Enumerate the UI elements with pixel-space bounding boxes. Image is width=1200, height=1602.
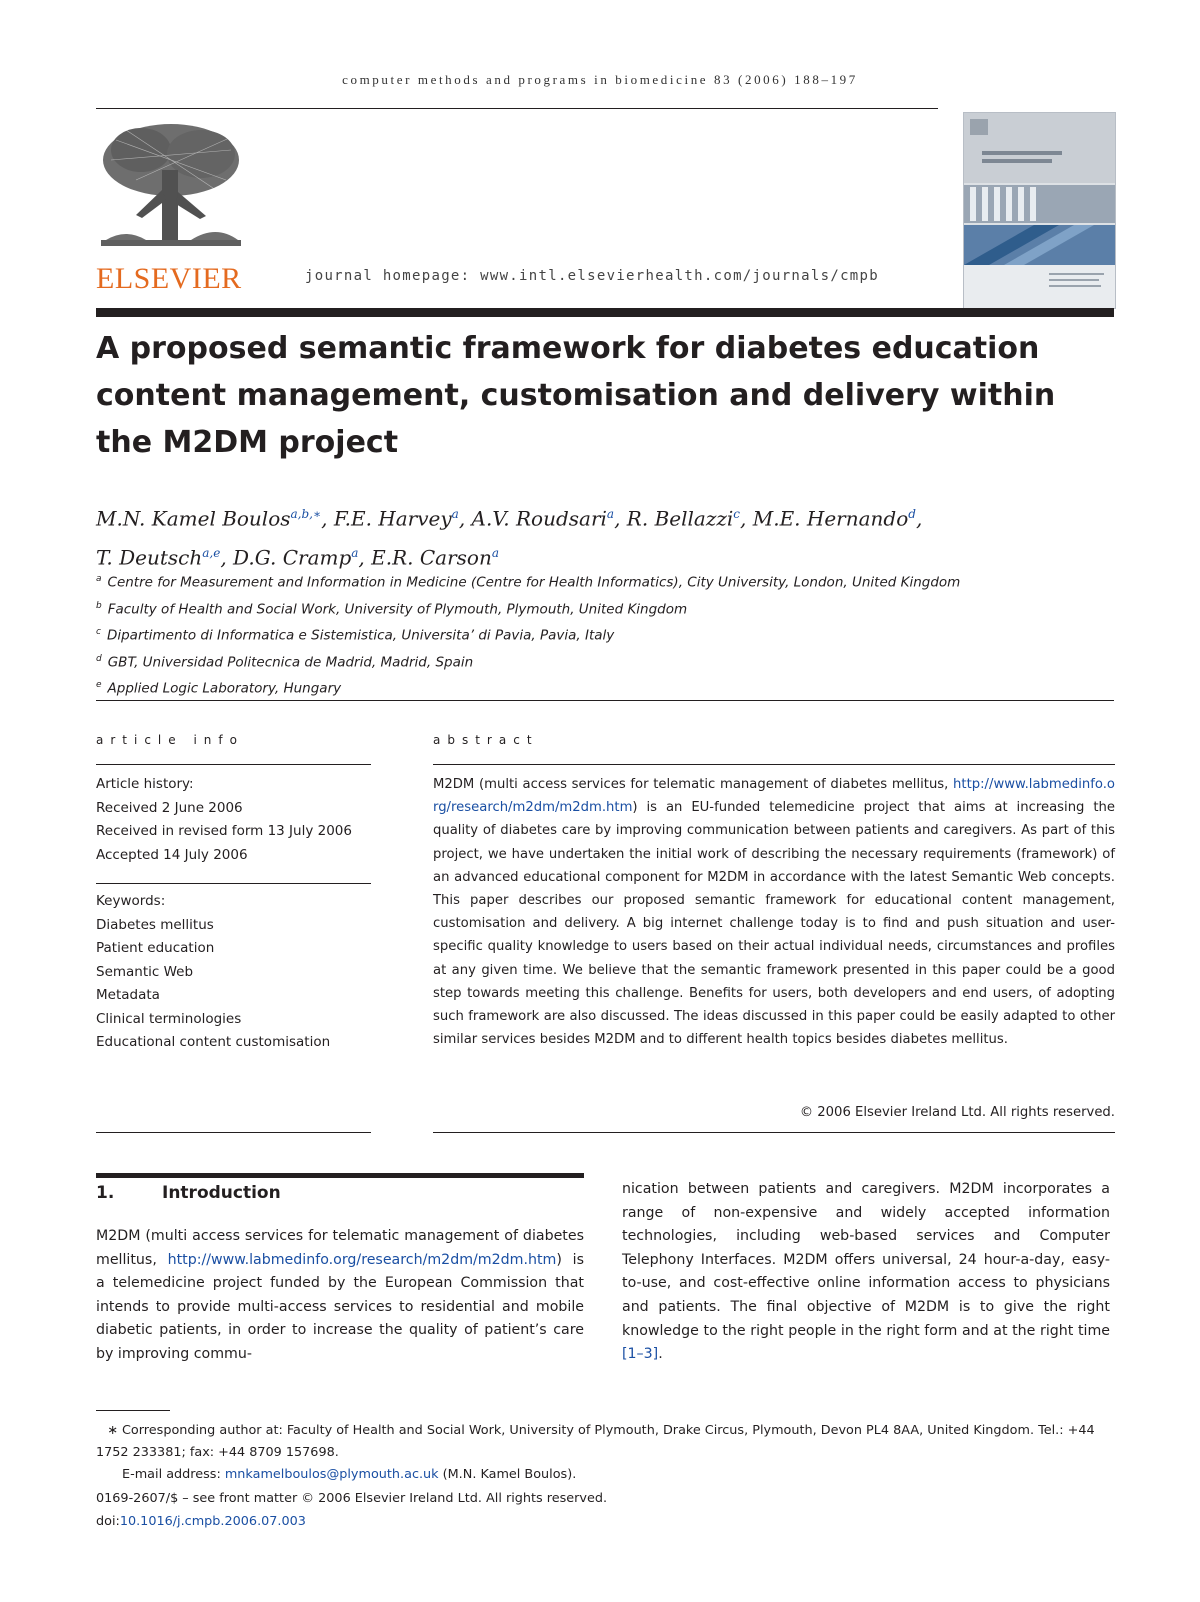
affiliation-key: d bbox=[96, 653, 102, 664]
journal-homepage[interactable]: journal homepage: www.intl.elsevierhealth.com/journals/cmpb bbox=[305, 268, 879, 284]
footnote-star: ∗ bbox=[107, 1423, 118, 1438]
author-name: T. Deutsch bbox=[96, 545, 203, 570]
article-info-rule-mid bbox=[96, 883, 371, 884]
intro-right-end: . bbox=[658, 1346, 663, 1363]
author-name: E.R. Carson bbox=[371, 545, 492, 570]
article-info-rule-bottom bbox=[96, 1132, 371, 1133]
intro-right-column bbox=[622, 1178, 1110, 1367]
front-matter bbox=[96, 1487, 996, 1533]
keyword-item: Educational content customisation bbox=[96, 1034, 331, 1050]
article-info-heading: article info bbox=[96, 733, 244, 747]
affiliation-key: c bbox=[96, 627, 101, 637]
footnote-rule bbox=[96, 1410, 170, 1411]
author-affiliation-marker[interactable]: d bbox=[908, 507, 916, 521]
author-separator: , bbox=[614, 506, 627, 531]
affiliation-text: Dipartimento di Informatica e Sistemistica, Universita’ di Pavia, Pavia, Italy bbox=[106, 627, 615, 644]
affiliation-text: Centre for Measurement and Information in Medicine (Centre for Health Informatics), City University, London, United Kingdom bbox=[107, 574, 961, 591]
history-label: Article history: bbox=[96, 776, 194, 792]
author-separator: , bbox=[458, 506, 472, 531]
revised-date: Received in revised form 13 July 2006 bbox=[96, 823, 352, 839]
article-history bbox=[96, 773, 371, 867]
intro-right-text: nication between patients and caregivers. M2DM incorporates a range of non-expensive and widely accepted information technologies, including web-based services and Computer Telephony Interfaces. M2DM offers universal, 24 hour-a-day, easy-to-use, and cost-effective online information access to physicians and patients. The final objective of M2DM is to give the right knowledge to the right people in the right form and at the right time bbox=[622, 1181, 1110, 1339]
corresponding-author-text: Corresponding author at: Faculty of Health and Social Work, University of Plymouth, Drake Circus, Plymouth, Devon PL4 8AA, United Kingdom. Tel.: +44 1752 233381; fax: +44 8709 157698. bbox=[96, 1423, 1095, 1460]
author-affiliation-marker[interactable]: a bbox=[606, 507, 615, 521]
corresponding-author-footnote bbox=[96, 1420, 1111, 1486]
affiliations-rule bbox=[96, 700, 1114, 701]
affiliation-key: a bbox=[96, 574, 102, 584]
author-name: M.E. Hernando bbox=[752, 506, 909, 531]
affiliation-list bbox=[96, 568, 1096, 701]
publisher-name: ELSEVIER bbox=[96, 262, 242, 295]
author-affiliation-marker[interactable]: a,e bbox=[202, 545, 221, 560]
keyword-item: Metadata bbox=[96, 987, 160, 1003]
article-info-rule-top bbox=[96, 764, 371, 765]
journal-cover-image bbox=[963, 112, 1116, 309]
affiliation-item bbox=[96, 595, 1096, 622]
affiliation-item bbox=[96, 621, 1096, 648]
author-affiliation-marker[interactable]: a bbox=[451, 507, 459, 521]
section-number: 1. bbox=[96, 1183, 115, 1203]
author-name: R. Bellazzi bbox=[626, 506, 734, 531]
keyword-item: Diabetes mellitus bbox=[96, 916, 214, 933]
author-name: M.N. Kamel Boulos bbox=[96, 506, 291, 531]
author-affiliation-marker[interactable]: a bbox=[491, 545, 499, 560]
keywords-label: Keywords: bbox=[96, 893, 166, 909]
keyword-item: Clinical terminologies bbox=[96, 1010, 242, 1027]
keyword-item: Patient education bbox=[96, 940, 215, 956]
intro-text-start: M2DM (multi access services for telematic management of diabetes mellitus, bbox=[96, 1228, 584, 1268]
abstract-rule-top bbox=[433, 764, 1115, 765]
abstract-rule-bottom bbox=[433, 1132, 1115, 1133]
affiliation-item bbox=[96, 568, 1096, 595]
affiliation-item bbox=[96, 648, 1096, 675]
m2dm-url-link[interactable]: http://www.labmedinfo.org/research/m2dm/m2dm.htm bbox=[433, 777, 1115, 816]
abstract-text-rest: ) is an EU-funded telemedicine project that aims at increasing the quality of diabetes care by improving communication between patients and caregivers. As part of this project, we have undertaken the initial work of describing the necessary requirements (framework) of an advanced educational component for M2DM in accordance with the latest Semantic Web concepts. This paper describes our proposed semantic framework for educational content management, customisation and delivery. A big internet challenge today is to find and push situation and user-specific quality knowledge to users based on their actual individual needs, circumstances and profiles at any given time. We believe that the semantic framework presented in this paper could be a good step towards meeting this challenge. Benefits for users, both developers and end users, of adopting such framework are also discussed. The ideas discussed in this paper could be easily adapted to other similar services besides M2DM and to different health topics besides diabetes mellitus. bbox=[433, 800, 1115, 1048]
author-separator: , bbox=[321, 506, 334, 531]
affiliation-key: b bbox=[96, 600, 102, 611]
intro-left-column bbox=[96, 1225, 584, 1367]
author-affiliation-marker[interactable]: a bbox=[351, 545, 359, 560]
email-line bbox=[96, 1464, 1111, 1486]
intro-thick-rule bbox=[96, 1173, 584, 1178]
m2dm-url-link-intro[interactable]: http://www.labmedinfo.org/research/m2dm/m2dm.htm bbox=[167, 1251, 557, 1268]
title-thick-rule bbox=[96, 308, 1114, 317]
accepted-date: Accepted 14 July 2006 bbox=[96, 846, 248, 863]
author-affiliation-marker[interactable]: c bbox=[733, 507, 741, 521]
affiliation-item bbox=[96, 674, 1096, 701]
keyword-item: Semantic Web bbox=[96, 963, 194, 980]
author-name: A.V. Roudsari bbox=[471, 506, 607, 531]
author-separator: , bbox=[740, 506, 753, 531]
doi-link[interactable]: 10.1016/j.cmpb.2006.07.003 bbox=[119, 1514, 306, 1529]
affiliation-key: e bbox=[96, 680, 102, 690]
affiliation-text: Faculty of Health and Social Work, University of Plymouth, Plymouth, United Kingdom bbox=[107, 601, 688, 617]
received-date: Received 2 June 2006 bbox=[96, 799, 243, 816]
author-list bbox=[96, 497, 1076, 574]
keywords-block bbox=[96, 890, 371, 1055]
email-owner: (M.N. Kamel Boulos). bbox=[438, 1467, 577, 1482]
header-rule bbox=[96, 108, 938, 109]
corresponding-author-line bbox=[96, 1420, 1111, 1464]
author-name: F.E. Harvey bbox=[333, 506, 452, 531]
section-heading-introduction bbox=[96, 1183, 281, 1203]
doi-label: doi: bbox=[96, 1514, 120, 1529]
author-email-link[interactable]: mnkamelboulos@plymouth.ac.uk bbox=[224, 1467, 439, 1482]
email-label: E-mail address: bbox=[122, 1467, 225, 1482]
affiliation-text: GBT, Universidad Politecnica de Madrid, Madrid, Spain bbox=[107, 654, 474, 670]
running-head: computer methods and programs in biomedicine 83 (2006) 188–197 bbox=[342, 72, 858, 87]
article-title: A proposed semantic framework for diabetes education content management, customisation and delivery within the M2DM project bbox=[96, 331, 1056, 460]
author-separator: , bbox=[358, 545, 372, 570]
author-separator: , bbox=[220, 545, 234, 570]
issn-line: 0169-2607/$ – see front matter © 2006 Elsevier Ireland Ltd. All rights reserved. bbox=[96, 1491, 608, 1506]
affiliation-text: Applied Logic Laboratory, Hungary bbox=[107, 680, 342, 697]
abstract-heading: abstract bbox=[433, 733, 539, 747]
abstract-text bbox=[433, 773, 1115, 1051]
abstract-text-start: M2DM (multi access services for telematic management of diabetes mellitus, bbox=[433, 777, 954, 792]
author-name: D.G. Cramp bbox=[233, 545, 352, 570]
citation-link[interactable]: [1–3] bbox=[622, 1346, 659, 1363]
intro-text-rest: ) is a telemedicine project funded by the European Commission that intends to provide multi-access services to residential and mobile diabetic patients, in order to increase the quality of patient’s care by improving commu- bbox=[96, 1251, 584, 1362]
author-affiliation-marker[interactable]: a,b,∗ bbox=[290, 507, 322, 521]
author-separator: , bbox=[915, 506, 923, 531]
section-title: Introduction bbox=[162, 1183, 281, 1203]
doi-line bbox=[96, 1510, 996, 1533]
abstract-copyright: © 2006 Elsevier Ireland Ltd. All rights reserved. bbox=[799, 1105, 1115, 1120]
